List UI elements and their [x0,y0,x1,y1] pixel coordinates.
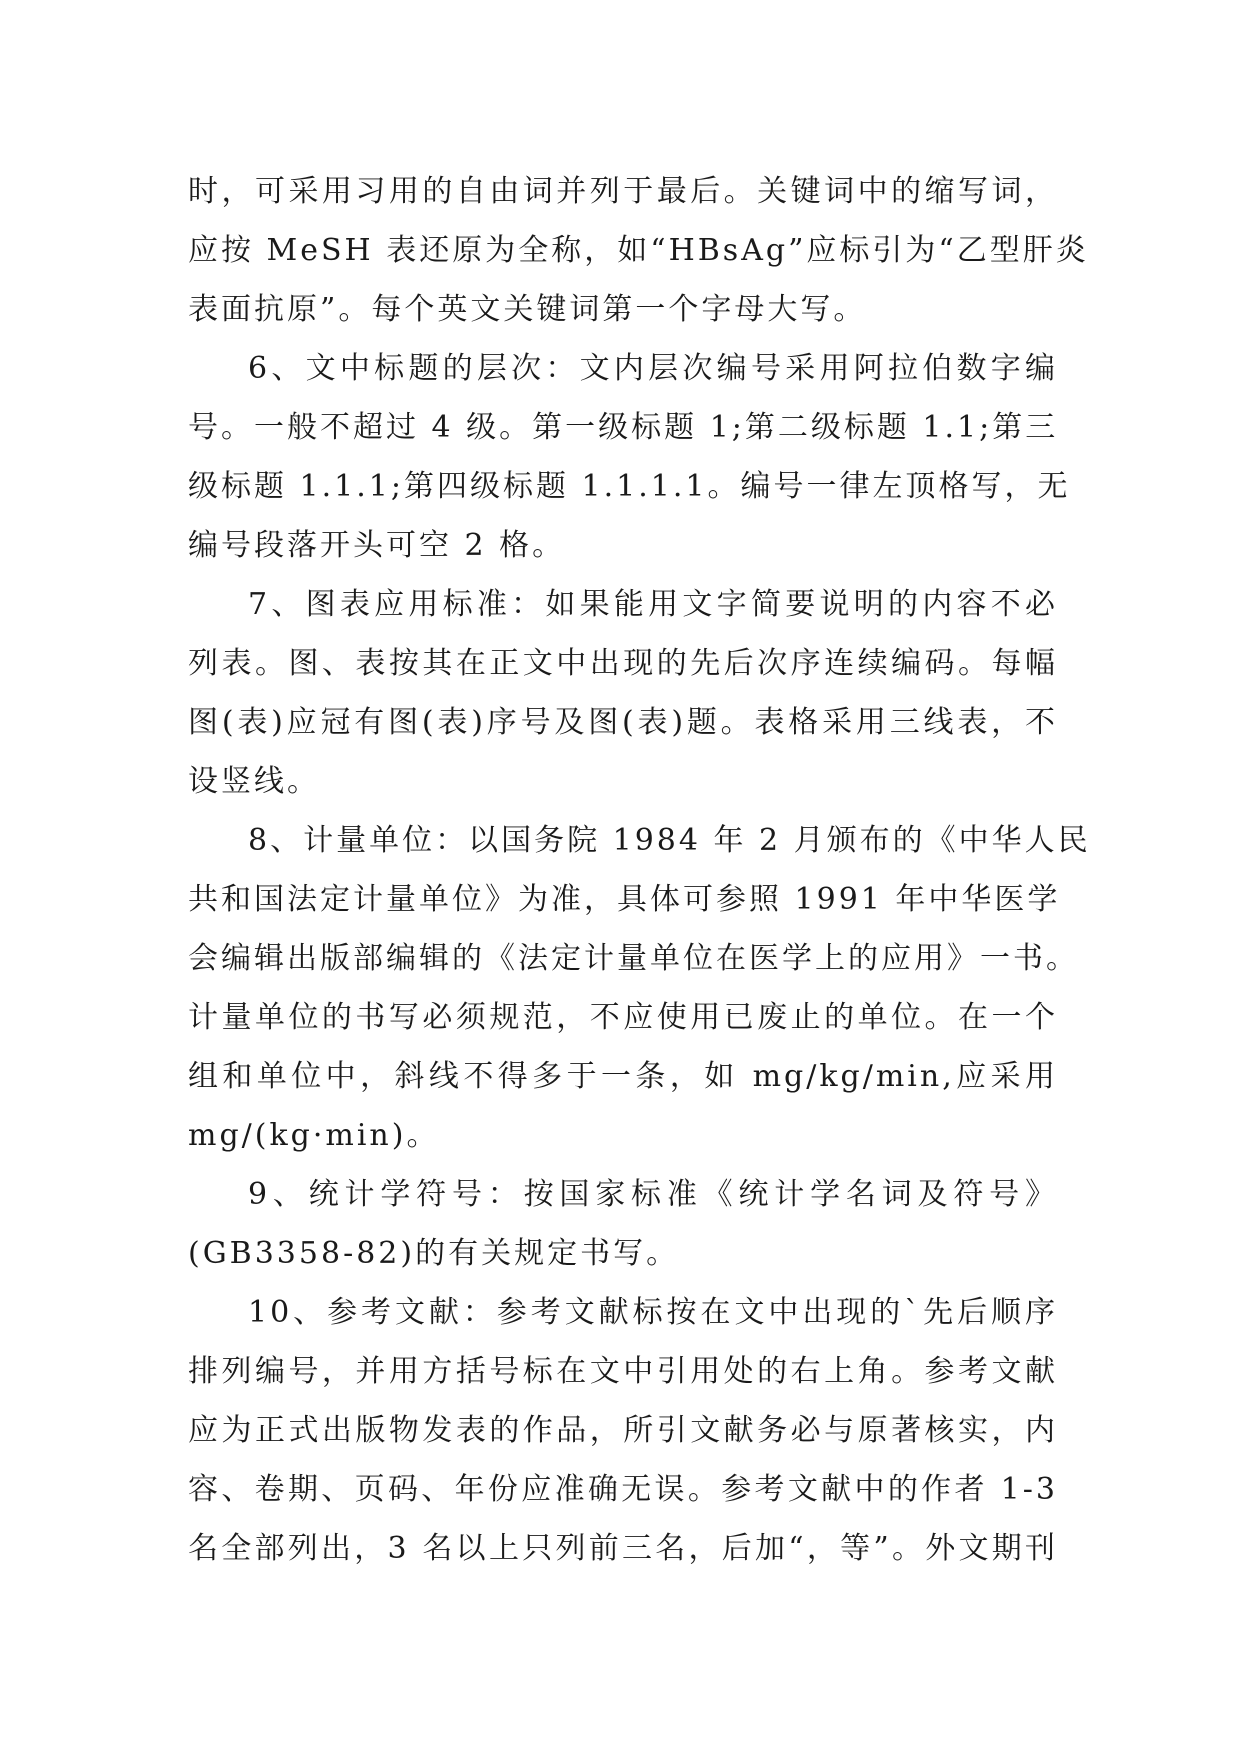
paragraph-keywords-continued [188,162,1089,339]
paragraph-references [188,1283,1058,1578]
text-line: 计量单位的书写必须规范，不应使用已废止的单位。在一个 [188,1000,1058,1035]
paragraph-figures-tables [188,575,1058,811]
text-line: 列表。图、表按其在正文中出现的先后次序连续编码。每幅 [188,646,1058,681]
text-line: 编号段落开头可空 2 格。 [188,528,566,563]
text-line: 应为正式出版物发表的作品，所引文献务必与原著核实，内 [188,1413,1058,1448]
document-body [188,162,1091,1578]
text-line: 会编辑出版部编辑的《法定计量单位在医学上的应用》一书。 [188,941,1079,976]
text-line: 7、图表应用标准：如果能用文字简要说明的内容不必 [248,587,1058,622]
text-line: mg/(kg·min)。 [188,1118,440,1153]
text-line: 表面抗原”。每个英文关键词第一个字母大写。 [188,292,867,327]
text-line: 应按 MeSH 表还原为全称，如“HBsAg”应标引为“乙型肝炎 [188,233,1089,268]
text-line: 10、参考文献：参考文献标按在文中出现的`先后顺序 [248,1295,1058,1330]
text-line: 名全部列出，3 名以上只列前三名，后加“，等”。外文期刊 [188,1531,1058,1566]
text-line: 排列编号，并用方括号标在文中引用处的右上角。参考文献 [188,1354,1058,1389]
text-line: 图(表)应冠有图(表)序号及图(表)题。表格采用三线表，不 [188,705,1058,740]
paragraph-units [188,811,1091,1165]
text-line: 6、文中标题的层次：文内层次编号采用阿拉伯数字编 [248,351,1058,386]
paragraph-stat-symbols [188,1165,1058,1283]
text-line: 设竖线。 [188,764,320,799]
text-line: 号。一般不超过 4 级。第一级标题 1;第二级标题 1.1;第三 [188,410,1059,445]
paragraph-heading-levels [188,339,1071,575]
text-line: 时，可采用习用的自由词并列于最后。关键词中的缩写词， [188,174,1058,209]
text-line: 组和单位中，斜线不得多于一条，如 mg/kg/min,应采用 [188,1059,1058,1094]
text-line: 9、统计学符号：按国家标准《统计学名词及符号》 [248,1177,1058,1212]
text-line: 8、计量单位：以国务院 1984 年 2 月颁布的《中华人民 [248,823,1091,858]
text-line: 容、卷期、页码、年份应准确无误。参考文献中的作者 1-3 [188,1472,1058,1507]
text-line: 共和国法定计量单位》为准，具体可参照 1991 年中华医学 [188,882,1061,917]
text-line: (GB3358-82)的有关规定书写。 [188,1236,680,1271]
text-line: 级标题 1.1.1;第四级标题 1.1.1.1。编号一律左顶格写，无 [188,469,1071,504]
